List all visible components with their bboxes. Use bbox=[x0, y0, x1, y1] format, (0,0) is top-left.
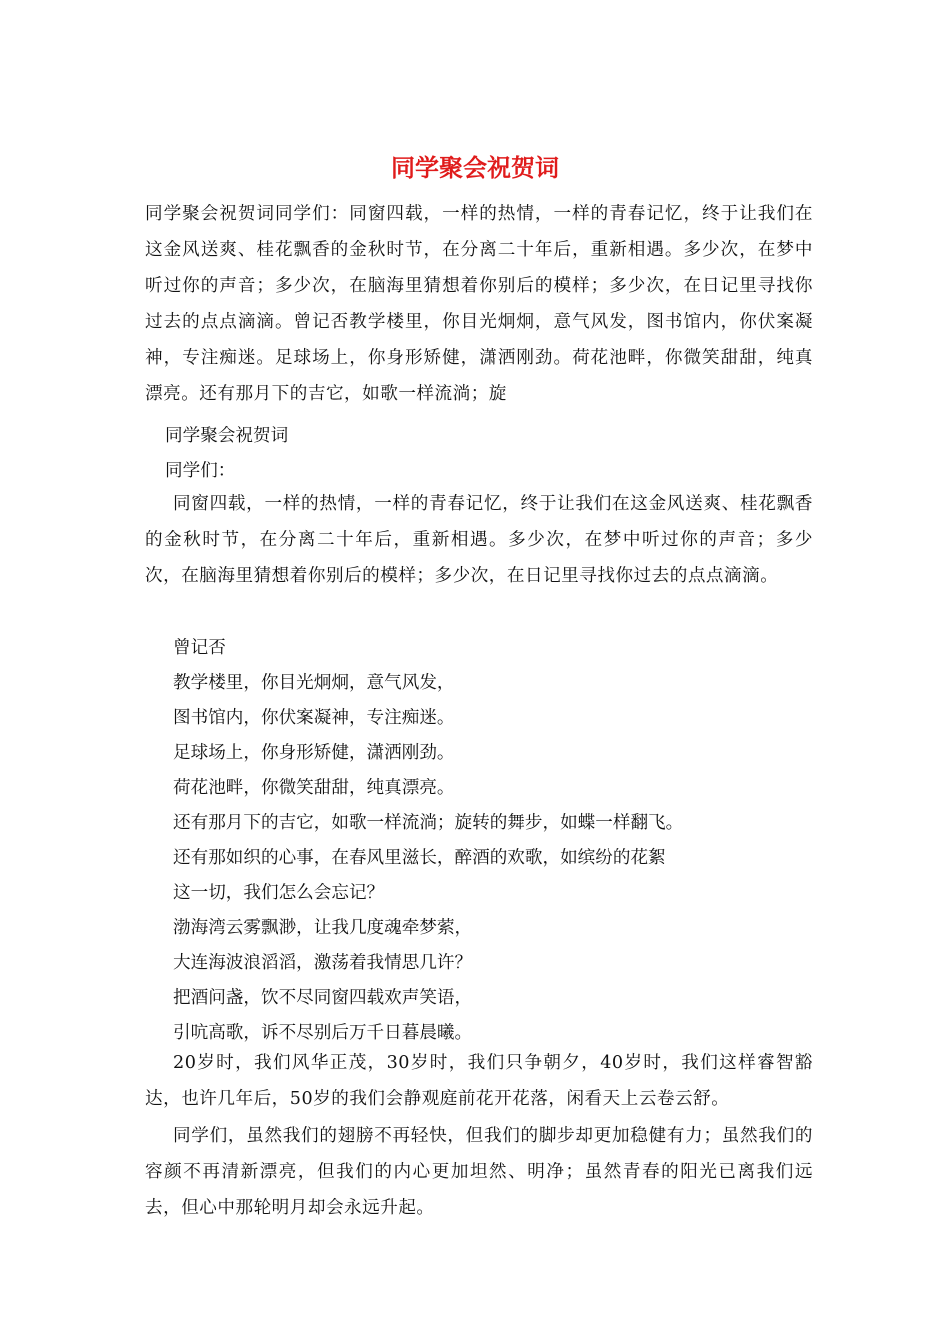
verse-line: 把酒问盏，饮不尽同窗四载欢声笑语， bbox=[173, 988, 473, 1008]
verse-line: 还有那如织的心事，在春风里滋长，醉酒的欢歌，如缤纷的花絮 bbox=[173, 848, 666, 868]
verse-line: 荷花池畔，你微笑甜甜，纯真漂亮。 bbox=[173, 778, 455, 798]
body-paragraph-2: 20岁时，我们风华正茂，30岁时，我们只争朝夕，40岁时，我们这样睿智豁达，也许几年后，50岁的我们会静观庭前花开花落，闲看天上云卷云舒。 bbox=[145, 1053, 813, 1109]
verse-line: 大连海波浪滔滔，激荡着我情思几许？ bbox=[173, 953, 473, 973]
body-paragraph-3: 同学们，虽然我们的翅膀不再轻快，但我们的脚步却更加稳健有力；虽然我们的容颜不再清新漂亮，但我们的内心更加坦然、明净；虽然青春的阳光已离我们远去，但心中那轮明月却会永远升起。 bbox=[145, 1126, 813, 1218]
document-title: 同学聚会祝贺词 bbox=[391, 153, 559, 182]
heading-line: 同学聚会祝贺词 bbox=[165, 426, 289, 446]
verse-line: 教学楼里，你目光炯炯，意气风发， bbox=[173, 673, 455, 693]
body-paragraph-1: 同窗四载，一样的热情，一样的青春记忆，终于让我们在这金风送爽、桂花飘香的金秋时节，在分离二十年后，重新相遇。多少次，在梦中听过你的声音；多少次，在脑海里猜想着你别后的模样；多少次，在日记里寻找你过去的点点滴滴。 bbox=[145, 494, 813, 586]
verse-line: 引吭高歌，诉不尽别后万千日暮晨曦。 bbox=[173, 1023, 473, 1043]
verse-line: 渤海湾云雾飘渺，让我几度魂牵梦萦， bbox=[173, 918, 473, 938]
verse-line: 足球场上，你身形矫健，潇洒刚劲。 bbox=[173, 743, 455, 763]
summary-paragraph: 同学聚会祝贺词同学们：同窗四载，一样的热情，一样的青春记忆，终于让我们在这金风送爽、桂花飘香的金秋时节，在分离二十年后，重新相遇。多少次，在梦中听过你的声音；多少次，在脑海里猜想着你别后的模样；多少次，在日记里寻找你过去的点点滴滴。曾记否教学楼里，你目光炯炯，意气风发，图书馆内，你伏案凝神，专注痴迷。足球场上，你身形矫健，潇洒刚劲。荷花池畔，你微笑甜甜，纯真漂亮。还有那月下的吉它，如歌一样流淌；旋 bbox=[145, 204, 813, 404]
verse-line: 还有那月下的吉它，如歌一样流淌；旋转的舞步，如蝶一样翻飞。 bbox=[173, 813, 684, 833]
verse-line: 这一切，我们怎么会忘记？ bbox=[173, 883, 385, 903]
salutation-line: 同学们： bbox=[165, 461, 236, 481]
verse-line: 曾记否 bbox=[173, 638, 226, 658]
verse-line: 图书馆内，你伏案凝神，专注痴迷。 bbox=[173, 708, 455, 728]
